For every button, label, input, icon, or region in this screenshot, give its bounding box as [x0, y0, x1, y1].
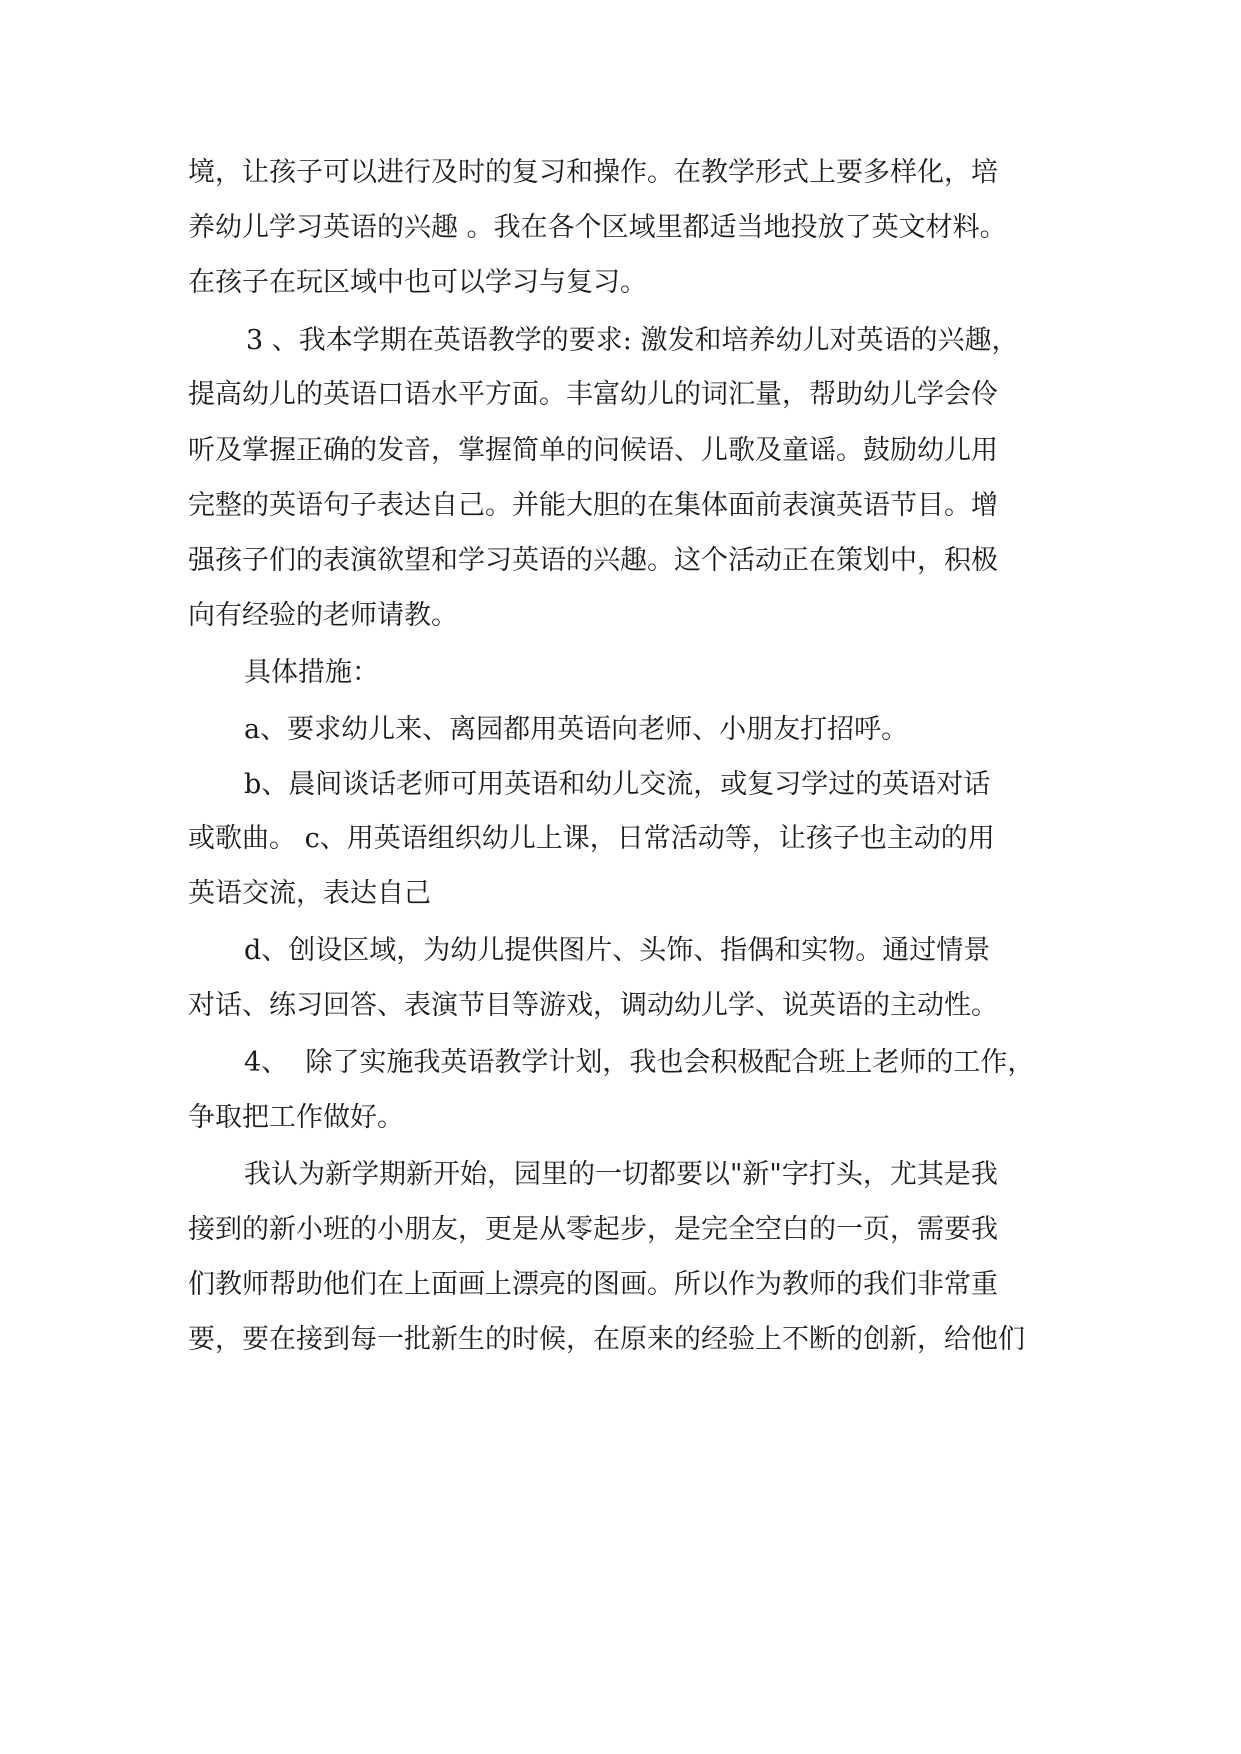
- text-line: 养幼儿学习英语的兴趣 。我在各个区域里都适当地投放了英文材料。: [188, 212, 1007, 243]
- text-line: b、晨间谈话老师可用英语和幼儿交流，或复习学过的英语对话: [244, 769, 991, 800]
- text-line: a、要求幼儿来、离园都用英语向老师、小朋友打招呼。: [244, 714, 909, 745]
- text-line: 提高幼儿的英语口语水平方面。丰富幼儿的词汇量，帮助幼儿学会伶: [188, 379, 998, 410]
- text-line: 具体措施：: [244, 657, 379, 688]
- text-line: 强孩子们的表演欲望和学习英语的兴趣。这个活动正在策划中，积极: [188, 545, 998, 576]
- text-line: 听及掌握正确的发音，掌握简单的问候语、儿歌及童谣。鼓励幼儿用: [188, 435, 998, 466]
- text-line: 争取把工作做好。: [188, 1102, 404, 1133]
- text-line: d、创设区域，为幼儿提供图片、头饰、指偶和实物。通过情景: [244, 935, 991, 966]
- text-line: 要，要在接到每一批新生的时候，在原来的经验上不断的创新，给他们: [188, 1324, 1025, 1355]
- text-line: 境，让孩子可以进行及时的复习和操作。在教学形式上要多样化，培: [188, 157, 998, 188]
- text-line: 们教师帮助他们在上面画上漂亮的图画。所以作为教师的我们非常重: [188, 1269, 998, 1300]
- text-line: 对话、练习回答、表演节目等游戏，调动幼儿学、说英语的主动性。: [188, 990, 998, 1021]
- text-line: 接到的新小班的小朋友，更是从零起步，是完全空白的一页，需要我: [188, 1214, 998, 1245]
- text-line: 3 、我本学期在英语教学的要求: 激发和培养幼儿对英语的兴趣，: [246, 325, 1019, 356]
- text-line: 我认为新学期新开始，园里的一切都要以"新"字打头，尤其是我: [244, 1159, 998, 1190]
- text-line: 英语交流，表达自己: [188, 878, 431, 909]
- text-line: 或歌曲。 c、用英语组织幼儿上课，日常活动等，让孩子也主动的用: [188, 823, 995, 854]
- text-line: 向有经验的老师请教。: [188, 600, 458, 631]
- text-line: 4、 除了实施我英语教学计划，我也会积极配合班上老师的工作，: [244, 1047, 1035, 1078]
- text-line: 完整的英语句子表达自己。并能大胆的在集体面前表演英语节目。增: [188, 490, 998, 521]
- text-line: 在孩子在玩区域中也可以学习与复习。: [188, 267, 647, 298]
